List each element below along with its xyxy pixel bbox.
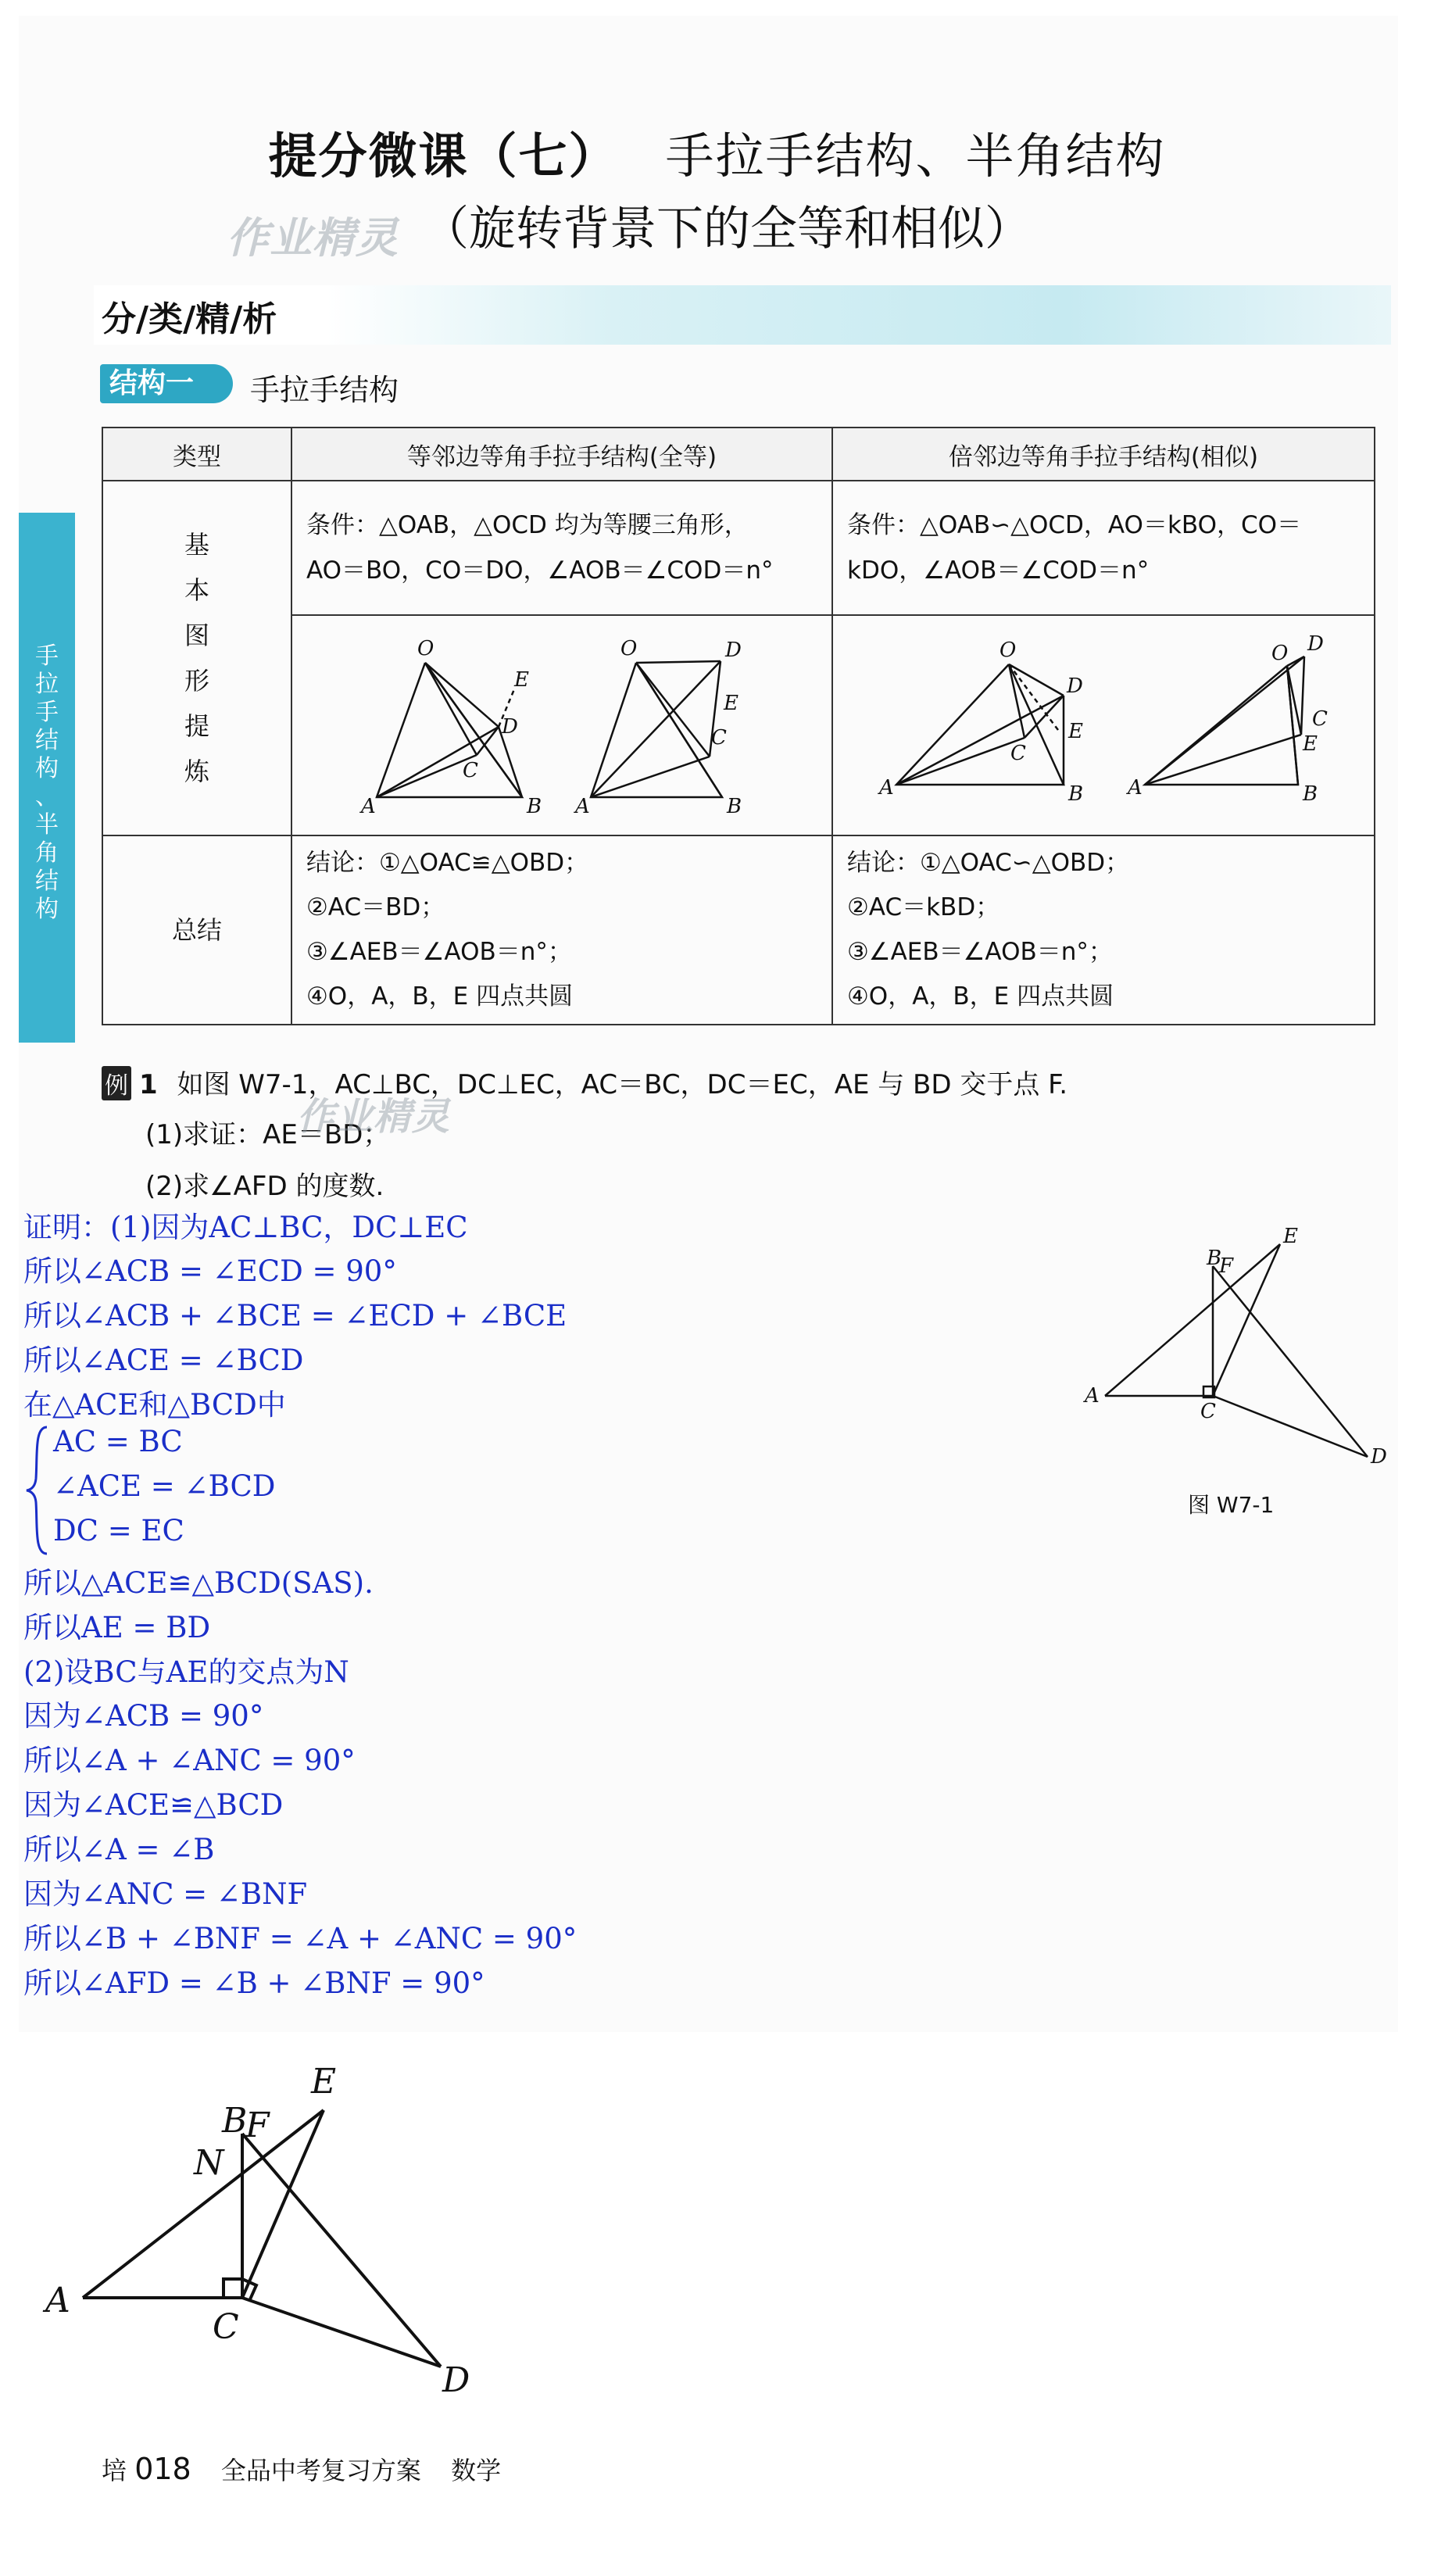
label-O: O (417, 637, 434, 660)
title-main: 提分微课（七） (268, 127, 619, 184)
example-number: 1 (139, 1069, 158, 1100)
label-A: A (879, 776, 894, 800)
header-type: 类型 (102, 428, 291, 481)
answer-line: 所以∠ACB + ∠BCE = ∠ECD + ∠BCE (23, 1299, 567, 1333)
label-C: C (711, 726, 727, 750)
side-tab-label (23, 642, 70, 924)
label-A: A (1128, 776, 1143, 800)
conclusion-line: ④O，A，B，E 四点共圆 (306, 982, 574, 1011)
answer-line: 因为∠ACE≌△BCD (23, 1788, 284, 1822)
fig-label-B: B (222, 2101, 248, 2141)
label-C: C (1010, 742, 1026, 765)
row-label-char: 基 (184, 530, 209, 560)
answer-line: 所以∠A + ∠ANC = 90° (23, 1744, 356, 1777)
answer-line: 因为∠ACB = 90° (23, 1699, 264, 1733)
answer-line: 证明：(1)因为AC⊥BC，DC⊥EC (23, 1211, 468, 1244)
answer-line: 所以∠AFD = ∠B + ∠BNF = 90° (23, 1966, 485, 2000)
answer-line: ∠ACE = ∠BCD (53, 1469, 276, 1503)
answer-line: DC = EC (53, 1514, 184, 1547)
conclusion-similar (832, 835, 1375, 1025)
row-label-char: 炼 (184, 757, 209, 786)
watermark: 作业精灵 (227, 213, 399, 263)
condition-similar (832, 481, 1375, 615)
structure-title: 手拉手结构 (250, 373, 399, 407)
title-sub: 手拉手结构、半角结构 (665, 127, 1166, 184)
condition-line: 条件：△OAB，△OCD 均为等腰三角形， (306, 511, 749, 539)
answer-line: 所以∠ACE = ∠BCD (23, 1343, 304, 1377)
row-label-summary: 总结 (102, 835, 291, 1025)
header-similar: 倍邻边等角手拉手结构(相似) (832, 428, 1375, 481)
fig-label-N: N (194, 2143, 224, 2183)
figure-with-n (31, 2048, 500, 2407)
label-B: B (527, 795, 542, 818)
brace-icon (23, 1424, 52, 1557)
answer-line: 所以∠A = ∠B (23, 1833, 215, 1866)
fig-label-E: E (1283, 1225, 1298, 1248)
structure-tag: 结构一 (100, 364, 233, 403)
example-statement (102, 1063, 1067, 1101)
label-C: C (463, 759, 478, 782)
label-A: A (361, 795, 376, 818)
watermark: 作业精灵 (297, 1095, 451, 1139)
header-congruent: 等邻边等角手拉手结构(全等) (291, 428, 832, 481)
title-line2: （旋转背景下的全等和相似） (422, 202, 1032, 256)
condition-line: kDO，∠AOB＝∠COD＝n° (847, 556, 1150, 585)
table-row-summary (102, 835, 1375, 1025)
answer-line: 所以∠ACB = ∠ECD = 90° (23, 1254, 397, 1288)
answer-line: 所以AE = BD (23, 1611, 211, 1644)
label-B: B (1303, 782, 1318, 806)
label-A: A (575, 795, 590, 818)
answer-line: 在△ACE和△BCD中 (23, 1388, 286, 1422)
subject: 数学 (451, 2456, 502, 2485)
answer-line: (2)设BC与AE的交点为N (23, 1655, 349, 1689)
fig-label-D: D (1371, 1445, 1387, 1469)
structure-table (102, 427, 1375, 1025)
handshake-congruent-diagrams (292, 616, 831, 828)
conclusion-line: 结论：①△OAC≌△OBD； (306, 849, 589, 877)
figure-caption: 图 W7-1 (1188, 1492, 1275, 1518)
label-D: D (725, 639, 742, 662)
row-label-char: 提 (184, 711, 209, 741)
conclusion-congruent (291, 835, 832, 1025)
row-label-char: 本 (184, 575, 209, 605)
table-row-conditions (102, 481, 1375, 615)
label-O: O (1271, 642, 1289, 665)
fig-label-A: A (1085, 1384, 1100, 1408)
label-O: O (1000, 639, 1017, 662)
table-row-diagrams (102, 615, 1375, 835)
fig-label-F: F (1219, 1254, 1234, 1278)
condition-line: 条件：△OAB∽△OCD，AO＝kBO，CO＝ (847, 511, 1302, 539)
fig-label-C: C (1200, 1400, 1216, 1423)
label-D: D (1067, 674, 1083, 698)
fig-label-B: B (1207, 1247, 1222, 1270)
label-C: C (1312, 707, 1328, 731)
label-E: E (514, 668, 529, 692)
label-E: E (1068, 720, 1083, 743)
label-D: D (502, 715, 518, 739)
fig-label-D: D (442, 2360, 470, 2400)
answer-line: 所以△ACE≌△BCD(SAS). (23, 1566, 374, 1600)
label-B: B (727, 795, 742, 818)
question-1: (1)求证：AE＝BD； (145, 1119, 390, 1150)
section-band (94, 285, 1391, 345)
figure-w7-1 (1078, 1219, 1407, 1477)
condition-line: AO＝BO，CO＝DO，∠AOB＝∠COD＝n° (306, 556, 774, 585)
label-E: E (1303, 732, 1318, 756)
answer-line: 所以∠B + ∠BNF = ∠A + ∠ANC = 90° (23, 1922, 578, 1955)
conclusion-line: ④O，A，B，E 四点共圆 (847, 982, 1114, 1011)
example-badge: 例 (102, 1066, 131, 1100)
conclusion-line: 结论：①△OAC∽△OBD； (847, 849, 1130, 877)
row-label-basic (102, 481, 291, 835)
fig-label-C: C (213, 2307, 239, 2347)
handshake-similar-diagrams (834, 616, 1373, 828)
section-heading: 分/类/精/析 (102, 299, 277, 339)
diagrams-congruent (291, 615, 832, 835)
page-title (0, 117, 1434, 187)
example-text: 如图 W7-1，AC⊥BC，DC⊥EC，AC＝BC，DC＝EC，AE 与 BD 交于点 F. (177, 1069, 1068, 1100)
conclusion-line: ②AC＝BD； (306, 893, 445, 921)
book-title: 全品中考复习方案 (220, 2456, 421, 2485)
label-B: B (1068, 782, 1084, 806)
label-E: E (724, 692, 738, 715)
label-D: D (1307, 632, 1324, 656)
condition-congruent (291, 481, 832, 615)
page-number: 018 (134, 2452, 191, 2486)
answer-line: AC = BC (53, 1425, 183, 1458)
question-2: (2)求∠AFD 的度数. (145, 1171, 384, 1202)
conclusion-line: ②AC＝kBD； (847, 893, 1000, 921)
fig-label-A: A (45, 2281, 70, 2320)
row-label-char: 形 (184, 666, 209, 696)
table-header-row (102, 428, 1375, 481)
conclusion-line: ③∠AEB＝∠AOB＝n°； (847, 938, 1113, 966)
row-label-char: 图 (184, 621, 209, 650)
page-prefix: 培 (102, 2456, 127, 2485)
footer (102, 2451, 501, 2487)
label-O: O (620, 637, 638, 660)
side-tab-text: 手 拉 手 结 构 、 半 角 结 构 (35, 642, 59, 923)
fig-label-E: E (311, 2062, 337, 2102)
conclusion-line: ③∠AEB＝∠AOB＝n°； (306, 938, 572, 966)
fig-label-F: F (245, 2106, 270, 2145)
answer-line: 因为∠ANC = ∠BNF (23, 1877, 308, 1911)
diagrams-similar (832, 615, 1375, 835)
